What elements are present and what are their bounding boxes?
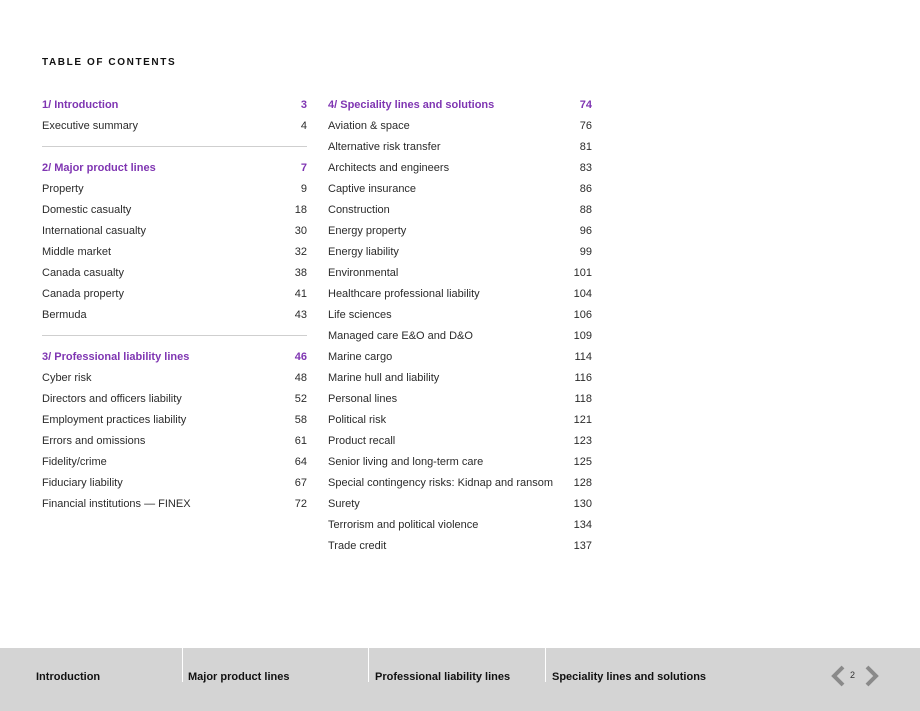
toc-page-number: 123 xyxy=(573,434,592,447)
page-number: 2 xyxy=(850,670,856,680)
toc-section-heading[interactable] xyxy=(42,346,307,367)
toc-page-number: 32 xyxy=(294,245,307,258)
toc-page-number: 104 xyxy=(573,287,592,300)
toc-page-number: 74 xyxy=(579,98,592,111)
toc-entry-title: Domestic casualty xyxy=(42,203,132,216)
toc-entry-title: Senior living and long-term care xyxy=(328,455,484,468)
toc-entry[interactable] xyxy=(42,451,307,472)
toc-entry-title: Directors and officers liability xyxy=(42,392,182,405)
toc-entry[interactable] xyxy=(328,262,592,283)
toc-entry[interactable] xyxy=(42,220,307,241)
toc-entry[interactable] xyxy=(328,346,592,367)
toc-entry[interactable] xyxy=(42,115,307,136)
toc-page-number: 9 xyxy=(300,182,307,195)
footer-divider xyxy=(368,648,369,682)
toc-entry[interactable] xyxy=(328,136,592,157)
toc-section-heading[interactable] xyxy=(42,157,307,178)
toc-entry-title: Marine hull and liability xyxy=(328,371,440,384)
toc-entry-title: 1/ Introduction xyxy=(42,98,119,111)
toc-page-number: 72 xyxy=(294,497,307,510)
toc-entry-title: Personal lines xyxy=(328,392,398,405)
toc-page-number: 125 xyxy=(573,455,592,468)
toc-page-number: 30 xyxy=(294,224,307,237)
toc-entry-title: Fiduciary liability xyxy=(42,476,123,489)
chevron-right-icon[interactable] xyxy=(864,665,880,687)
toc-entry-title: Life sciences xyxy=(328,308,392,321)
toc-page-number: 99 xyxy=(579,245,592,258)
toc-entry-title: Energy property xyxy=(328,224,407,237)
toc-page-number: 128 xyxy=(573,476,592,489)
toc-page-number: 46 xyxy=(294,350,307,363)
toc-right-column xyxy=(328,94,592,556)
toc-entry-title: Bermuda xyxy=(42,308,87,321)
toc-entry[interactable] xyxy=(328,115,592,136)
toc-entry[interactable] xyxy=(42,430,307,451)
section-divider xyxy=(42,335,307,336)
toc-entry[interactable] xyxy=(42,178,307,199)
toc-entry[interactable] xyxy=(328,241,592,262)
toc-page-number: 67 xyxy=(294,476,307,489)
footer-nav xyxy=(0,648,920,711)
footer-tab-label: Major product lines xyxy=(188,671,290,683)
toc-entry[interactable] xyxy=(42,409,307,430)
toc-entry-title: Managed care E&O and D&O xyxy=(328,329,473,342)
toc-page-number: 4 xyxy=(300,119,307,132)
toc-page-number: 137 xyxy=(573,539,592,552)
toc-entry[interactable] xyxy=(328,157,592,178)
toc-page-number: 116 xyxy=(574,371,592,384)
footer-tab-label: Introduction xyxy=(36,671,101,683)
toc-entry-title: Canada property xyxy=(42,287,124,300)
toc-page-number: 64 xyxy=(294,455,307,468)
toc-entry[interactable] xyxy=(42,472,307,493)
toc-heading: TABLE OF CONTENTS xyxy=(42,57,177,68)
toc-entry[interactable] xyxy=(328,493,592,514)
toc-entry-title: Environmental xyxy=(328,266,399,279)
toc-entry[interactable] xyxy=(328,388,592,409)
toc-entry[interactable] xyxy=(328,325,592,346)
toc-page-number: 118 xyxy=(574,392,592,405)
toc-entry[interactable] xyxy=(328,535,592,556)
toc-entry-title: Alternative risk transfer xyxy=(328,140,441,153)
toc-page-number: 109 xyxy=(573,329,592,342)
toc-entry-title: 2/ Major product lines xyxy=(42,161,156,174)
toc-page-number: 52 xyxy=(294,392,307,405)
toc-entry-title: Healthcare professional liability xyxy=(328,287,480,300)
toc-entry-title: Captive insurance xyxy=(328,182,417,195)
toc-entry[interactable] xyxy=(328,178,592,199)
toc-entry[interactable] xyxy=(42,304,307,325)
toc-entry-title: Terrorism and political violence xyxy=(328,518,479,531)
chevron-left-icon[interactable] xyxy=(830,665,846,687)
toc-entry[interactable] xyxy=(328,514,592,535)
toc-entry-title: Property xyxy=(42,182,84,195)
toc-page-number: 48 xyxy=(294,371,307,384)
toc-page-number: 41 xyxy=(294,287,307,300)
toc-entry[interactable] xyxy=(328,304,592,325)
toc-entry[interactable] xyxy=(328,199,592,220)
toc-entry-title: Middle market xyxy=(42,245,112,258)
toc-page-number: 81 xyxy=(579,140,592,153)
toc-entry[interactable] xyxy=(42,262,307,283)
toc-entry-title: Financial institutions — FINEX xyxy=(42,497,191,510)
toc-entry-title: 4/ Speciality lines and solutions xyxy=(328,98,495,111)
toc-entry-title: Trade credit xyxy=(328,539,387,552)
toc-page-number: 61 xyxy=(294,434,307,447)
toc-page-number: 134 xyxy=(573,518,592,531)
toc-entry-title: 3/ Professional liability lines xyxy=(42,350,190,363)
footer-tab-label: Professional liability lines xyxy=(375,671,511,683)
toc-entry[interactable] xyxy=(42,199,307,220)
toc-entry-title: Marine cargo xyxy=(328,350,393,363)
toc-entry-title: International casualty xyxy=(42,224,146,237)
toc-entry[interactable] xyxy=(42,367,307,388)
toc-section-heading[interactable] xyxy=(42,94,307,115)
toc-entry[interactable] xyxy=(328,367,592,388)
toc-page-number: 43 xyxy=(294,308,307,321)
toc-page-number: 101 xyxy=(573,266,592,279)
toc-entry[interactable] xyxy=(328,283,592,304)
toc-entry[interactable] xyxy=(42,241,307,262)
toc-page-number: 121 xyxy=(573,413,592,426)
toc-entry-title: Construction xyxy=(328,203,390,216)
toc-page-number: 106 xyxy=(573,308,592,321)
toc-entry-title: Cyber risk xyxy=(42,371,92,384)
toc-page-number: 7 xyxy=(300,161,307,174)
toc-entry[interactable] xyxy=(328,220,592,241)
toc-entry-title: Product recall xyxy=(328,434,396,447)
toc-entry-title: Canada casualty xyxy=(42,266,124,279)
toc-page-number: 86 xyxy=(579,182,592,195)
toc-entry-title: Executive summary xyxy=(42,119,138,132)
toc-entry-title: Political risk xyxy=(328,413,387,426)
toc-section-heading[interactable] xyxy=(328,94,592,115)
toc-page-number: 3 xyxy=(300,98,307,111)
toc-page-number: 38 xyxy=(294,266,307,279)
toc-entry[interactable] xyxy=(42,388,307,409)
toc-page-number: 130 xyxy=(573,497,592,510)
toc-page-number: 58 xyxy=(294,413,307,426)
toc-left-column xyxy=(42,94,307,514)
footer-divider xyxy=(545,648,546,682)
toc-page-number: 83 xyxy=(579,161,592,174)
footer-tab-label: Speciality lines and solutions xyxy=(552,671,707,683)
toc-page-number: 88 xyxy=(579,203,592,216)
toc-entry[interactable] xyxy=(328,430,592,451)
section-divider xyxy=(42,146,307,147)
toc-entry-title: Energy liability xyxy=(328,245,399,258)
toc-entry-title: Special contingency risks: Kidnap and ransom xyxy=(328,476,554,489)
toc-page-number: 96 xyxy=(579,224,592,237)
footer-divider xyxy=(182,648,183,682)
toc-page-number: 18 xyxy=(294,203,307,216)
toc-entry[interactable] xyxy=(42,283,307,304)
toc-entry[interactable] xyxy=(328,451,592,472)
toc-entry[interactable] xyxy=(328,472,592,493)
toc-entry[interactable] xyxy=(328,409,592,430)
toc-entry-title: Fidelity/crime xyxy=(42,455,107,468)
toc-page-number: 76 xyxy=(579,119,592,132)
toc-entry[interactable] xyxy=(42,493,307,514)
toc-entry-title: Employment practices liability xyxy=(42,413,187,426)
toc-page-number: 114 xyxy=(574,350,592,363)
toc-entry-title: Architects and engineers xyxy=(328,161,450,174)
toc-entry-title: Errors and omissions xyxy=(42,434,146,447)
toc-entry-title: Surety xyxy=(328,497,360,510)
toc-entry-title: Aviation & space xyxy=(328,119,410,132)
